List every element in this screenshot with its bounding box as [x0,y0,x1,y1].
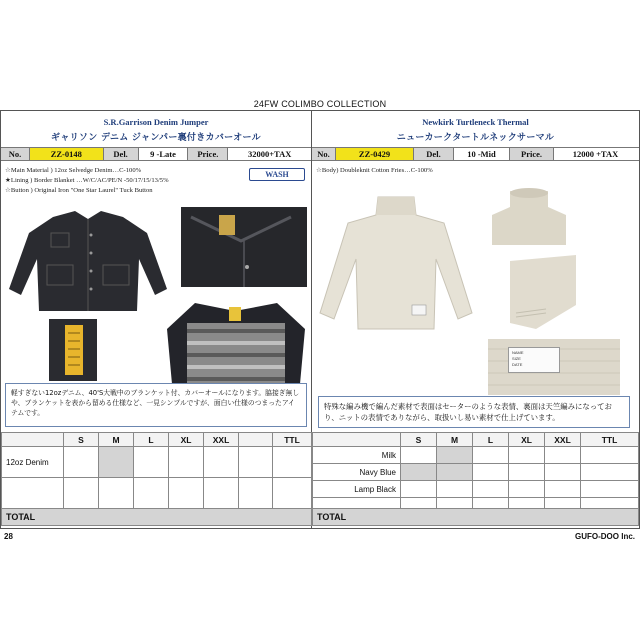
qty-cell[interactable] [239,478,273,509]
qty-cell[interactable] [437,481,473,498]
row-total-cell [581,447,639,464]
jacket-front-photo [5,207,171,315]
turtleneck-photo [316,193,476,335]
qty-cell[interactable] [509,481,545,498]
qty-cell[interactable] [169,447,204,478]
spec-line: ★Lining ) Border Blanket …W/C/AC/PE/N -50/17/15/13/5% [5,177,169,184]
price-value: 32000+TAX [247,149,292,159]
size-header: M [437,433,473,447]
description-box: 軽すぎない12ozデニム、40'S大戦中のブランケット付、カバーオールになります。脇接ぎ無しや、ブランケットを表から留める仕様など、一見シンプルですが、面白い仕様のつまったアイテムです。 [5,383,307,427]
order-grid-right [312,432,639,526]
label-closeup-photo [49,319,97,381]
qty-cell[interactable] [134,447,169,478]
qty-cell[interactable] [545,481,581,498]
product-name-en: S.R.Garrison Denim Jumper [103,117,209,127]
qty-cell[interactable] [509,498,545,509]
row-total-cell [581,498,639,509]
color-header-cell [313,433,401,447]
color-row-label: 12oz Denim [2,447,64,478]
qty-cell[interactable] [401,447,437,464]
qty-cell-unavailable [437,447,473,464]
tag-line: DATE [512,362,523,367]
collar-detail-photo [181,207,307,287]
spec-line: ☆Main Material ) 12oz Selvedge Denim…C-100% [5,167,142,174]
row-total-cell [581,464,639,481]
price-label: Price. [188,148,228,160]
product-code: ZZ-0148 [30,148,104,160]
qty-cell[interactable] [64,478,99,509]
sleeve-closeup-photo [506,253,580,331]
product-code: ZZ-0429 [336,148,414,160]
qty-cell[interactable] [239,447,273,478]
row-total-cell [273,447,312,478]
qty-cell[interactable] [401,481,437,498]
row-total-cell [273,478,312,509]
product-name-jp: ニューカークタートルネックサーマル [396,133,555,143]
ttl-header: TTL [273,433,312,447]
product-header-left [1,111,311,148]
qty-cell[interactable] [473,481,509,498]
qty-cell-unavailable [437,464,473,481]
empty-row-cell [313,498,401,509]
qty-cell[interactable] [473,447,509,464]
qty-cell[interactable] [169,478,204,509]
size-header: L [134,433,169,447]
collar-closeup-photo [488,185,570,245]
qty-cell[interactable] [545,498,581,509]
qty-cell[interactable] [64,447,99,478]
delivery-value: 10 -Mid [454,148,510,160]
spec-line: ☆Button ) Original Iron "One Star Laurel" Tuck Button [5,187,153,194]
size-header: XL [169,433,204,447]
product-info-row [1,148,311,161]
size-header: S [64,433,99,447]
tag-line: SIZE [512,356,521,361]
qty-cell[interactable] [134,478,169,509]
ttl-header: TTL [581,433,639,447]
product-name-jp: ギャリソン デニム ジャンパー裏付きカバーオール [51,133,261,143]
total-row: TOTAL [313,509,639,526]
fabric-closeup-photo [488,339,620,395]
qty-cell[interactable] [509,447,545,464]
spec-list [5,166,169,196]
color-header-cell [2,433,64,447]
size-header: XXL [204,433,239,447]
product-panel-left [1,111,312,528]
product-header-right [312,111,639,148]
qty-cell[interactable] [99,478,134,509]
spec-line: ☆Body) Doubleknit Cotton Fries…C-100% [316,167,433,174]
size-header: L [473,433,509,447]
color-row-label: Milk [313,447,401,464]
qty-cell[interactable] [437,498,473,509]
row-total-cell [581,481,639,498]
company-name: GUFO-DOO Inc. [575,532,635,541]
color-row-label [2,478,64,509]
collection-title: 24FW COLIMBO COLLECTION [253,99,387,109]
product-sheet [0,110,640,529]
wash-badge: WASH [249,168,305,181]
delivery-label: Del. [104,148,139,160]
color-row-label: Navy Blue [313,464,401,481]
no-label: No. [1,148,30,160]
page-number: 28 [4,532,13,541]
size-header: M [99,433,134,447]
price-value: 12000 +TAX [572,149,619,159]
qty-cell[interactable] [509,464,545,481]
product-info-row [312,148,639,161]
no-label: No. [312,148,336,160]
delivery-value: 9 -Late [139,148,189,160]
care-tag [508,347,560,373]
qty-cell-unavailable [401,464,437,481]
size-header: XXL [545,433,581,447]
total-row: TOTAL [2,509,312,526]
product-panel-right [312,111,639,528]
qty-cell[interactable] [204,447,239,478]
price-label: Price. [510,148,554,160]
qty-cell-unavailable [99,447,134,478]
tag-line: NAME [512,350,524,355]
lining-photo [165,299,307,395]
order-grid-left [1,432,312,526]
qty-cell[interactable] [204,478,239,509]
color-row-label: Lamp Black [313,481,401,498]
description-box: 特殊な編み機で編んだ素材で表面はセーターのような表情、裏面は天竺編みになっており、ニットの表情でありながら、取扱いし易い素材で仕上げています。 [318,396,630,428]
blank-header [239,433,273,447]
spec-list [316,166,433,176]
qty-cell[interactable] [545,464,581,481]
qty-cell[interactable] [545,447,581,464]
size-header: XL [509,433,545,447]
qty-cell[interactable] [473,464,509,481]
qty-cell[interactable] [473,498,509,509]
product-name-en: Newkirk Turtleneck Thermal [422,117,529,127]
qty-cell[interactable] [401,498,437,509]
size-header: S [401,433,437,447]
delivery-label: Del. [414,148,454,160]
